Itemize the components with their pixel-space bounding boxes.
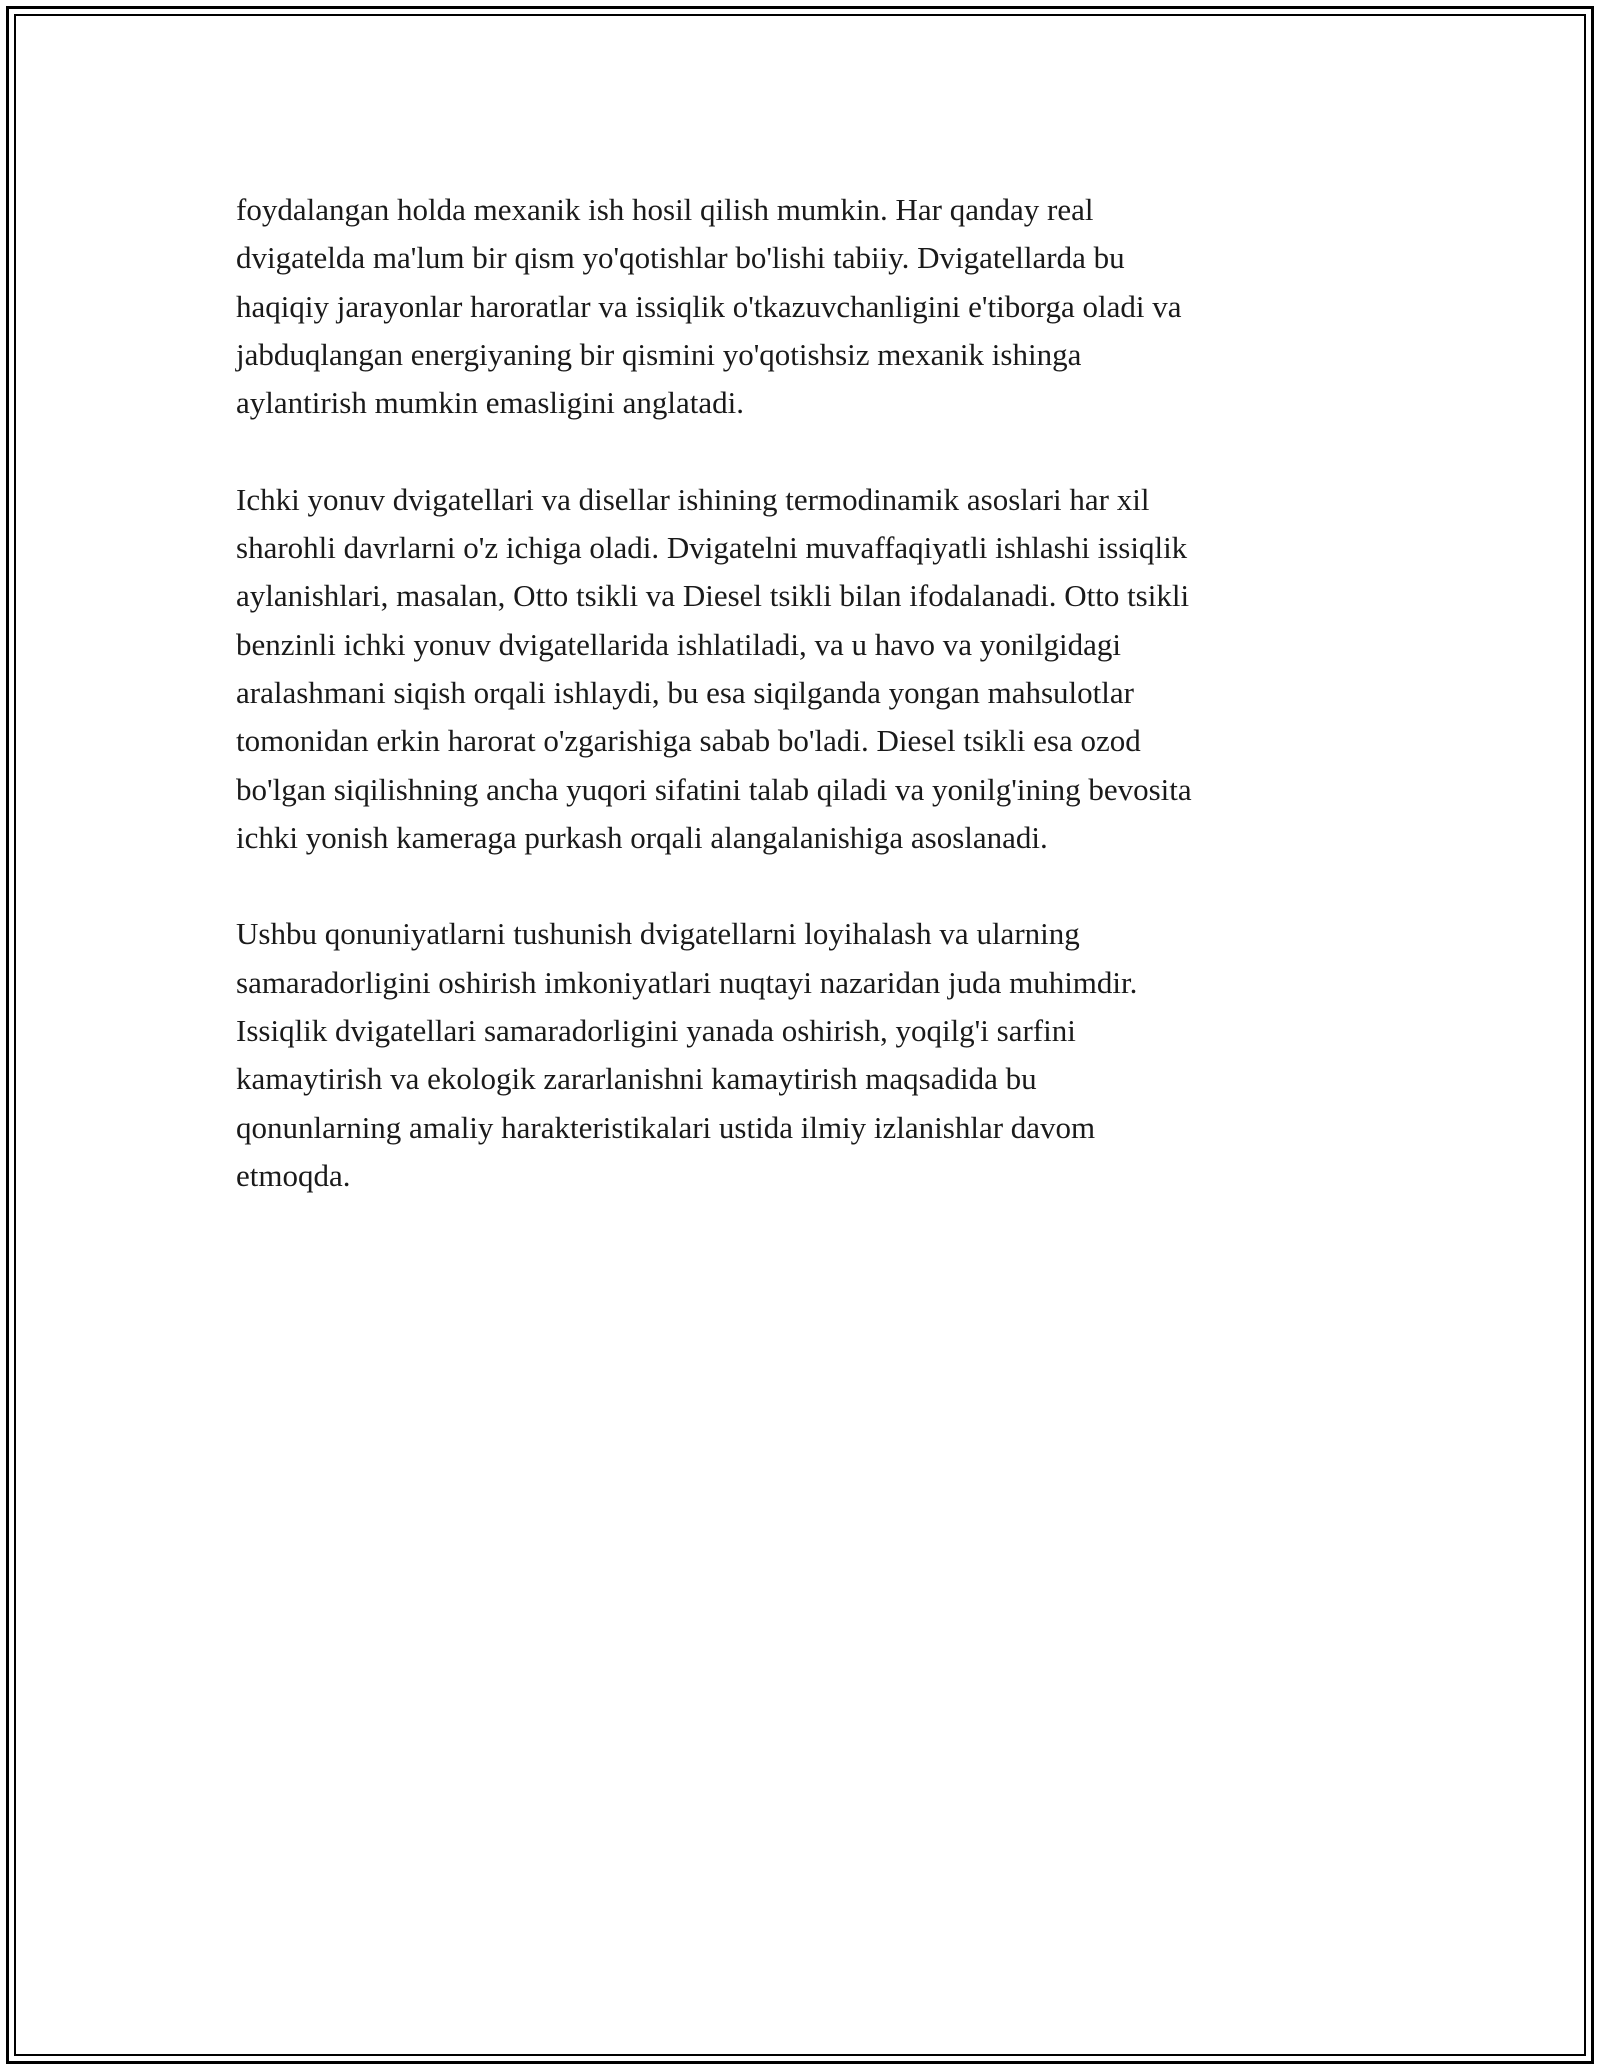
text-line: jabduqlangan energiyaning bir qismini yo'qotishsiz mexanik ishinga [236, 336, 1082, 372]
text-line: Ushbu qonuniyatlarni tushunish dvigatellarni loyihalash va ularning [236, 916, 1080, 952]
paragraph-2 [236, 476, 1386, 862]
text-line: tomonidan erkin harorat o'zgarishiga sabab bo'ladi. Diesel tsikli esa ozod [236, 723, 1141, 759]
text-line: bo'lgan siqilishning ancha yuqori sifatini talab qiladi va yonilg'ining bevosita [236, 771, 1192, 807]
text-line: haqiqiy jarayonlar haroratlar va issiqlik o'tkazuvchanligini e'tiborga oladi va [236, 288, 1182, 324]
text-line: etmoqda. [236, 1157, 351, 1193]
paragraph-1 [236, 186, 1386, 427]
text-line: qonunlarning amaliy harakteristikalari ustida ilmiy izlanishlar davom [236, 1109, 1096, 1145]
text-line: ichki yonish kameraga purkash orqali alangalanishiga asoslanadi. [236, 819, 1048, 855]
text-line: Issiqlik dvigatellari samaradorligini yanada oshirish, yoqilg'i sarfini [236, 1013, 1076, 1049]
document-body [236, 186, 1386, 1249]
text-line: samaradorligini oshirish imkoniyatlari nuqtayi nazaridan juda muhimdir. [236, 964, 1138, 1000]
text-line: dvigatelda ma'lum bir qism yo'qotishlar bo'lishi tabiiy. Dvigatellarda bu [236, 240, 1125, 276]
text-line: aralashmani siqish orqali ishlaydi, bu esa siqilganda yongan mahsulotlar [236, 674, 1134, 710]
text-line: foydalangan holda mexanik ish hosil qilish mumkin. Har qanday real [236, 192, 1094, 227]
text-line: Ichki yonuv dvigatellari va disellar ishining termodinamik asoslari har xil [236, 481, 1150, 517]
text-line: benzinli ichki yonuv dvigatellarida ishlatiladi, va u havo va yonilgidagi [236, 626, 1122, 662]
text-line: sharohli davrlarni o'z ichiga oladi. Dvigatelni muvaffaqiyatli ishlashi issiqlik [236, 530, 1188, 566]
text-line: aylanishlari, masalan, Otto tsikli va Diesel tsikli bilan ifodalanadi. Otto tsikli [236, 578, 1190, 614]
text-line: kamaytirish va ekologik zararlanishni kamaytirish maqsadida bu [236, 1061, 1037, 1097]
text-line: aylantirish mumkin emasligini anglatadi. [236, 385, 744, 421]
paragraph-3 [236, 910, 1386, 1200]
